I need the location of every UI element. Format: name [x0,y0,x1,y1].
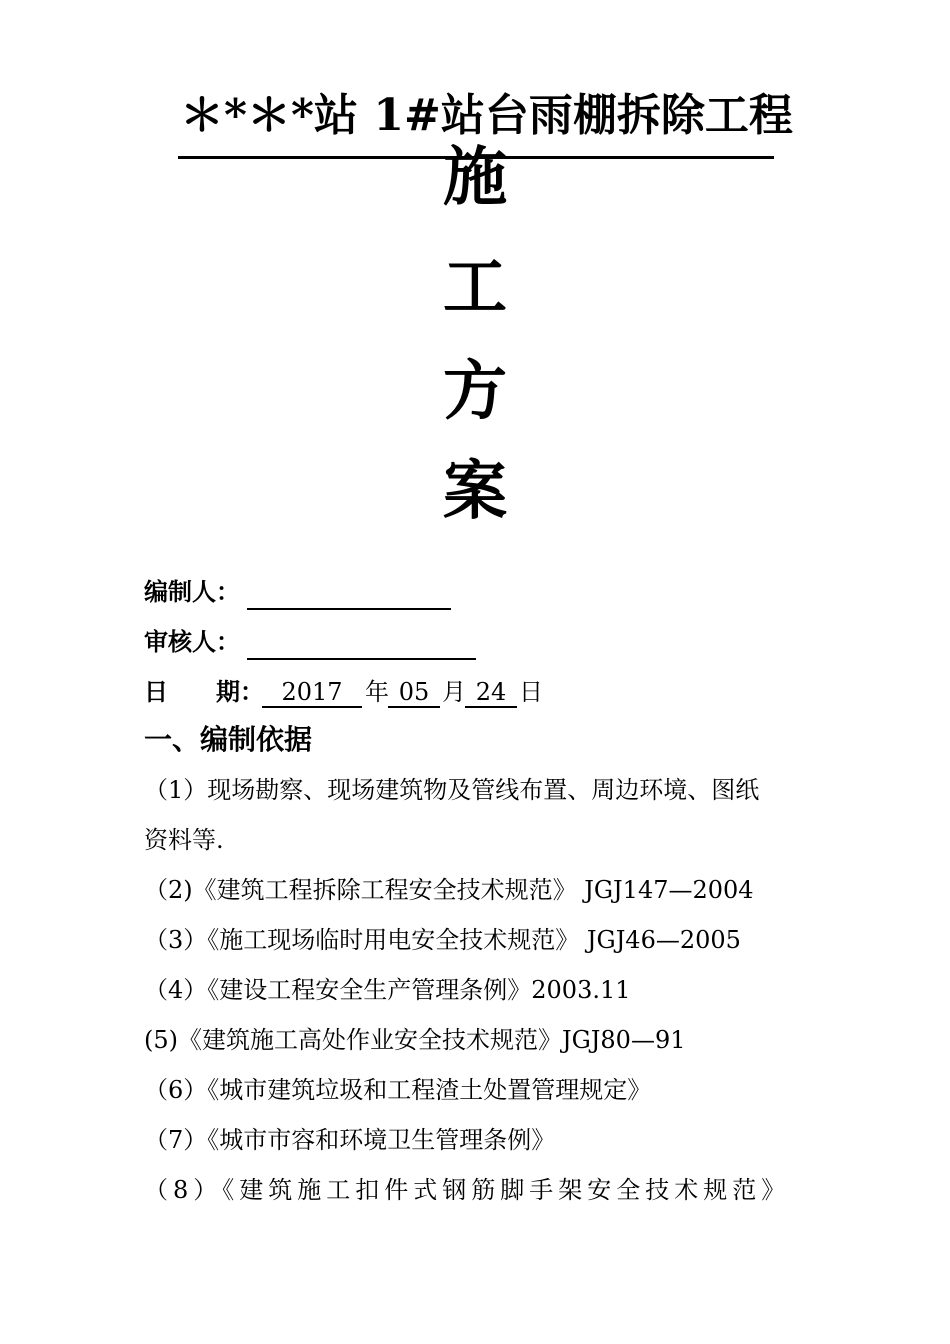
basis-item-2: （2)《建筑工程拆除工程安全技术规范》 JGJ147—2004 [144,876,754,904]
year-unit: 年 [365,678,389,706]
section-heading: 一、编制依据 [144,723,313,756]
subtitle-char-4: 案 [443,454,507,529]
basis-item-6: （6）《城市建筑垃圾和工程渣土处置管理规定》 [144,1076,652,1104]
basis-item-1: （1）现场勘察、现场建筑物及管线布置、周边环境、图纸 [144,776,760,804]
document-title: ＊*＊*站 1#站台雨棚拆除工程 [180,90,793,141]
basis-item-5: (5)《建筑施工高处作业安全技术规范》JGJ80—91 [144,1026,686,1054]
date-label: 日 期： [144,677,264,706]
basis-item-4: （4）《建设工程安全生产管理条例》2003.11 [144,976,631,1004]
subtitle-char-2: 工 [443,250,507,325]
compiler-blank [247,608,451,610]
reviewer-label: 审核人： [144,627,240,656]
date-month: 05 [388,674,440,710]
subtitle-char-1: 施 [443,140,507,215]
compiler-label: 编制人： [144,577,240,606]
reviewer-blank [247,658,476,660]
subtitle-char-3: 方 [443,354,507,429]
date-day: 24 [465,674,517,710]
month-unit: 月 [442,678,466,706]
basis-item-1-cont: 资料等. [144,826,224,854]
date-year: 2017 [262,674,362,710]
basis-item-3: （3）《施工现场临时用电安全技术规范》 JGJ46—2005 [144,926,741,954]
basis-item-8: （8）《建筑施工扣件式钢筋脚手架安全技术规范》 [144,1176,791,1204]
day-unit: 日 [519,678,543,706]
basis-item-7: （7）《城市市容和环境卫生管理条例》 [144,1126,556,1154]
